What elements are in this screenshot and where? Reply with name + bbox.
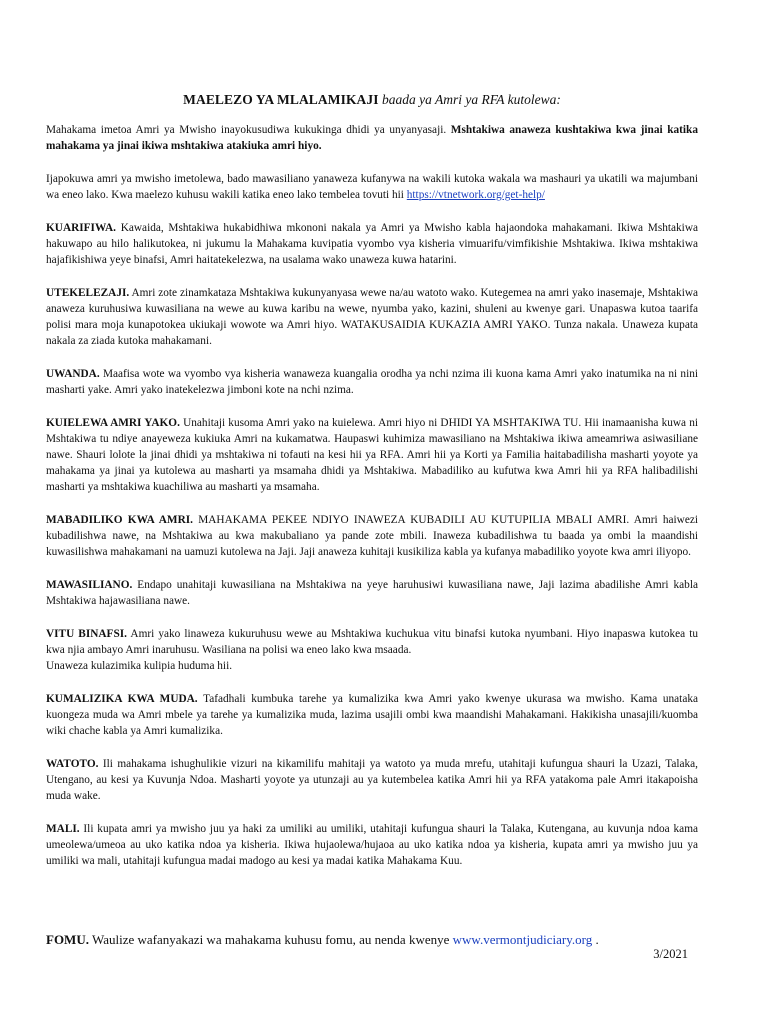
section-heading: MALI. xyxy=(46,823,80,835)
section-text: MAHAKAMA PEKEE NDIYO INAWEZA KUBADILI AU KUTUPILIA MBALI AMRI. Amri haiwezi kubadilishwa nawe, na Mshtakiwa au kwa makubaliano ya pande zote mbili. Inaweza kubadilishwa tu baada ya ombi la maandishi kuwasilishwa mahakamani na uamuzi kutolewa na Jaji. Jaji anaweza kuhitaji kusikiliza kabla ya kufanya mabadiliko yoyote kwa amri iliyopo. xyxy=(46,514,698,558)
footer-forms xyxy=(46,931,698,949)
intro-paragraph xyxy=(46,122,698,154)
section-vitu-binafsi xyxy=(46,626,698,674)
section-text: Ili mahakama ishughulikie vizuri na kikamilifu mahitaji ya watoto ya muda mrefu, utahitaji kufungua shauri la Uzazi, Talaka, Utengano, au kesi ya Kuvunja Ndoa. Masharti yoyote ya utunzaji au ya kutembelea katika Amri hii ya RFA yatakoma pale Amri itakapoisha muda wake. xyxy=(46,758,698,802)
section-mawasiliano xyxy=(46,577,698,609)
section-text: Maafisa wote wa vyombo vya kisheria wanaweza kuangalia orodha ya nchi nzima ili kuona kama Amri yako inatumika na ni nini masharti yake. Amri yako inatekelezwa jimboni kote na nchi nzima. xyxy=(46,368,698,396)
section-utekelezaji xyxy=(46,285,698,349)
section-kumalizika xyxy=(46,691,698,739)
section-heading: MAWASILIANO. xyxy=(46,579,133,591)
section-heading: VITU BINAFSI. xyxy=(46,628,127,640)
section-kuielewa-amri xyxy=(46,415,698,495)
page-title xyxy=(46,92,698,108)
section-heading: UTEKELEZAJI. xyxy=(46,287,130,299)
vtnetwork-link[interactable]: https://vtnetwork.org/get-help/ xyxy=(406,189,545,201)
section-uwanda xyxy=(46,366,698,398)
intro-bold: Mshtakiwa anaweza kushtakiwa kwa jinai katika mahakama ya jinai ikiwa mshtakiwa atakiuka amri hiyo. xyxy=(46,124,698,152)
intro-text: Mahakama imetoa Amri ya Mwisho inayokusudiwa kukukinga dhidi ya unyanyasaji. xyxy=(46,124,447,136)
section-extra-text: Unaweza kulazimika kulipia huduma hii. xyxy=(46,660,233,672)
section-mabadiliko xyxy=(46,512,698,560)
footer-end: . xyxy=(595,932,599,947)
section-heading: KUARIFIWA. xyxy=(46,222,116,234)
contact-text: Ijapokuwa amri ya mwisho imetolewa, bado mawasiliano yanaweza kufanywa na wakili kutoka wakala wa mashauri ya ukatili wa majumbani wa eneo lako. Kwa maelezo kuhusu wakili katika eneo lako tembelea tovuti hii xyxy=(46,173,698,201)
section-heading: UWANDA. xyxy=(46,368,100,380)
footer-heading: FOMU. xyxy=(46,932,89,947)
title-bold: MAELEZO YA MLALAMIKAJI xyxy=(183,92,379,107)
section-text: Ili kupata amri ya mwisho juu ya haki za umiliki au umiliki, utahitaji kufungua shauri la Talaka, Kutengana, au kuvunja ndoa kama umeolewa/umeoa au uko katika ndoa ya kisheria. Ikiwa hujaolewa/hujaoa au uko katika ndoa ya kisheria, kupata amri ya mwisho juu ya umiliki wa mali, utahitaji kufungua madai madogo au kesi ya madai katika Mahakama Kuu. xyxy=(46,823,698,867)
section-heading: WATOTO. xyxy=(46,758,99,770)
footer-text: Waulize wafanyakazi wa mahakama kuhusu fomu, au nenda kwenye xyxy=(91,932,450,947)
revision-date: 3/2021 xyxy=(653,947,688,961)
section-kuarifiwa xyxy=(46,220,698,268)
judiciary-link[interactable]: www.vermontjudiciary.org xyxy=(452,932,593,947)
contact-paragraph xyxy=(46,171,698,203)
section-text: Unahitaji kusoma Amri yako na kuielewa. Amri hiyo ni DHIDI YA MSHTAKIWA TU. Hii inamaanisha kuwa ni Mshtakiwa tu ndiye anayeweza kukiuka Amri na kukamatwa. Haupaswi kuhimiza mawasiliano na Mshtakiwa ikiwa ameamriwa asiwasiliane nawe. Shauri lolote la jinai dhidi ya mshtakiwa ni tofauti na kesi hii ya RFA. Amri hii ya Korti ya Familia haitabadilisha masharti yoyote ya mahakama ya jinai ya kutolewa au masharti ya msamaha dhidi ya Mshtakiwa. Mabadiliko au kufutwa kwa Amri hii ya RFA halibadilishi masharti ya mshtakiwa kuachiliwa au masharti ya msamaha. xyxy=(46,417,699,493)
section-text: Tafadhali kumbuka tarehe ya kumalizika kwa Amri yako kwenye ukurasa wa mwisho. Kama unataka kuongeza muda wa Amri mbele ya tarehe ya kumalizika muda, lazima usajili ombi kwa maandishi Mahakamani. Hakikisha unasajili/kuomba wiki chache kabla ya Amri kumalizika. xyxy=(46,693,699,737)
section-mali xyxy=(46,821,698,869)
section-text: Endapo unahitaji kuwasiliana na Mshtakiwa na yeye haruhusiwi kuwasiliana nawe, Jaji lazima abadilishe Amri kabla Mshtakiwa hajawasiliana nawe. xyxy=(46,579,698,607)
section-heading: MABADILIKO KWA AMRI. xyxy=(46,514,193,526)
section-watoto xyxy=(46,756,698,804)
section-heading: KUIELEWA AMRI YAKO. xyxy=(46,417,180,429)
document-body xyxy=(46,92,698,886)
title-italic: baada ya Amri ya RFA kutolewa: xyxy=(382,92,561,107)
section-text: Kawaida, Mshtakiwa hukabidhiwa mkononi nakala ya Amri ya Mwisho kabla hajaondoka mahakamani. Ikiwa Mshtakiwa hakuwapo au hilo halikutokea, ni jukumu la Mahakama kuvipatia vyombo vya kisheria vimuarifu/vimfikishie Mshtakiwa. Ikiwa mshtakiwa hajafikishiwa yeye binafsi, Amri haitatekelezwa, na usalama wako unaweza kuwa hatarini. xyxy=(46,222,698,266)
section-text: Amri yako linaweza kukuruhusu wewe au Mshtakiwa kuchukua vitu binafsi kutoka nyumbani. Hiyo inapaswa kutokea tu kwa njia ambayo Amri inaruhusu. Wasiliana na polisi wa eneo lako kwa msaada. xyxy=(46,628,699,656)
section-heading: KUMALIZIKA KWA MUDA. xyxy=(46,693,198,705)
section-text: Amri zote zinamkataza Mshtakiwa kukunyanyasa wewe na/au watoto wako. Kutegemea na amri yako inasemaje, Mshtakiwa anaweza kuruhusiwa kuwasiliana na wewe au kuwa karibu na wewe, nyumba yako, kazini, shuleni au kwenye gari. Unapaswa kutoa taarifa polisi mara moja kunapotokea ukiukaji wowote wa Amri hiyo. WATAKUSAIDIA KUKAZIA AMRI YAKO. Tunza nakala. Unaweza kupata nakala za ziada kutoka mahakamani. xyxy=(46,287,698,347)
